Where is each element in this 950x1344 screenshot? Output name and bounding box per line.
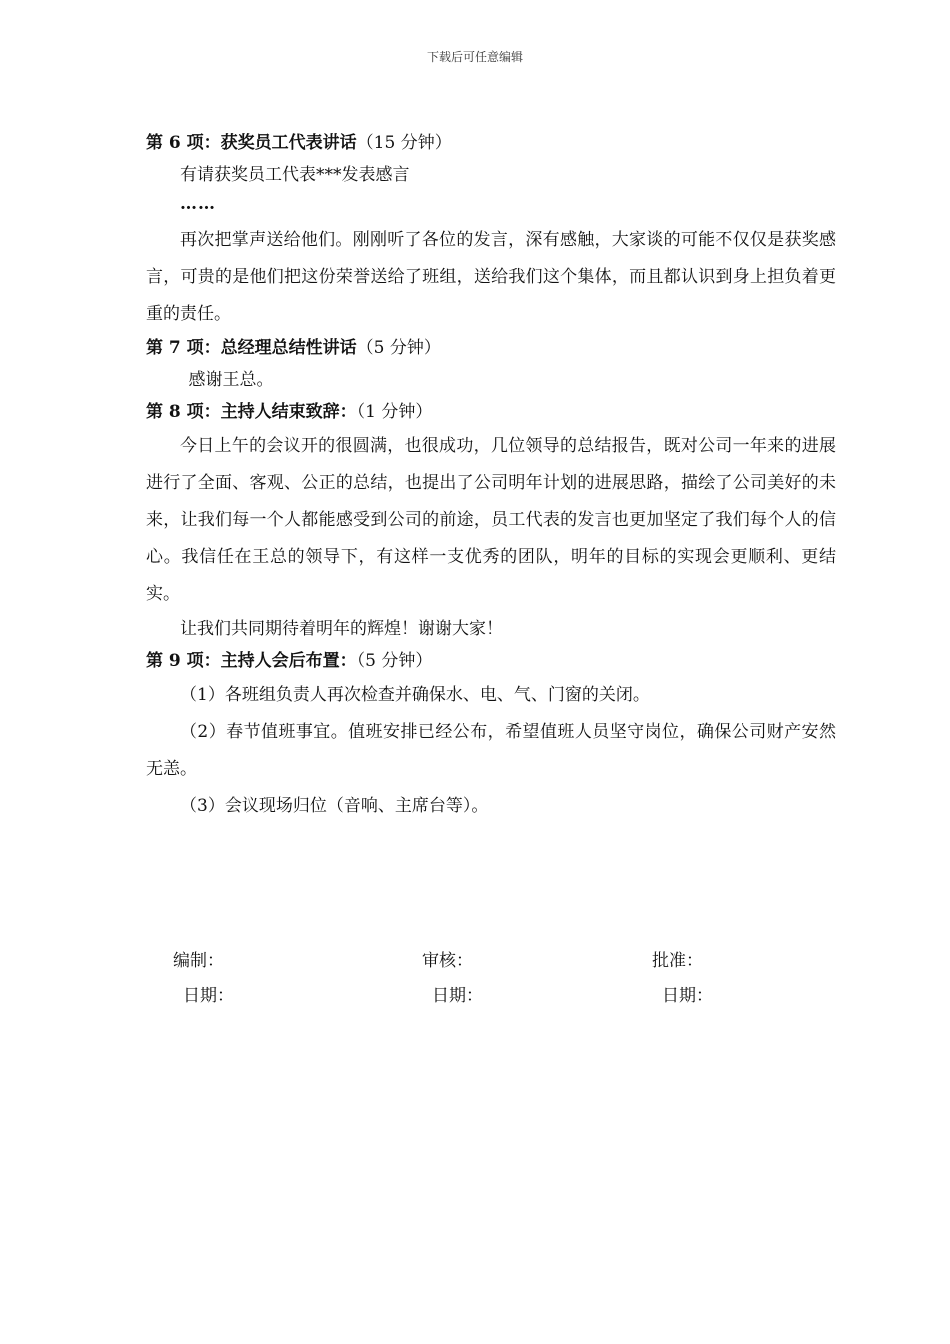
section-6-title: 获奖员工代表讲话 (220, 133, 357, 153)
reviewed-by-label: 审核： (422, 951, 473, 971)
section-8-number: 第 8 项： (146, 402, 221, 422)
document-body (146, 128, 836, 825)
section-9-item-1: （1）各班组负责人再次检查并确保水、电、气、门窗的关闭。 (180, 685, 650, 705)
page-header: 下载后可任意编辑 (426, 50, 523, 64)
section-9-title: 主持人会后布置： (220, 651, 357, 671)
section-6-duration: （15 分钟） (356, 133, 452, 153)
section-9-heading (146, 646, 836, 677)
section-8-heading (146, 397, 836, 428)
section-7-heading (146, 333, 836, 364)
approved-date-label: 日期： (662, 986, 713, 1006)
section-7-duration: （5 分钟） (356, 338, 441, 358)
section-6-paragraph: 再次把掌声送给他们。刚刚听了各位的发言，深有感触，大家谈的可能不仅仅是获奖感言，可贵的是他们把这份荣誉送给了班组，送给我们这个集体，而且都认识到身上担负着更重的责任。 (146, 230, 836, 324)
section-8-title: 主持人结束致辞： (220, 402, 357, 422)
prepared-date-label: 日期： (183, 986, 234, 1006)
section-7-number: 第 7 项： (146, 338, 221, 358)
section-9-duration: （5 分钟） (356, 651, 433, 671)
section-6-invite: 有请获奖员工代表***发表感言 (180, 165, 410, 185)
section-7-thanks: 感谢王总。 (188, 370, 274, 390)
section-6-heading (146, 128, 836, 159)
section-8-duration: （1 分钟） (356, 402, 433, 422)
section-8-paragraph: 今日上午的会议开的很圆满，也很成功，几位领导的总结报告，既对公司一年来的进展进行了全面、客观、公正的总结，也提出了公司明年计划的进展思路，描绘了公司美好的未来，让我们每一个人都能感受到公司的前途，员工代表的发言也更加坚定了我们每个人的信心。我信任在王总的领导下，有这样一支优秀的团队，明年的目标的实现会更顺利、更结实。 (146, 436, 836, 604)
section-8-closing: 让我们共同期待着明年的辉煌！谢谢大家！ (180, 619, 503, 639)
section-9-item-2: （2）春节值班事宜。值班安排已经公布，希望值班人员坚守岗位，确保公司财产安然无恙。 (146, 722, 836, 779)
reviewed-date-label: 日期： (432, 986, 483, 1006)
section-9-item-3: （3）会议现场归位（音响、主席台等）。 (180, 796, 489, 816)
section-6-ellipsis: …… (180, 194, 216, 214)
section-7-title: 总经理总结性讲话 (220, 338, 357, 358)
approved-by-label: 批准： (652, 951, 703, 971)
section-9-number: 第 9 项： (146, 651, 221, 671)
section-6-number: 第 6 项： (146, 133, 221, 153)
prepared-by-label: 编制： (173, 951, 224, 971)
